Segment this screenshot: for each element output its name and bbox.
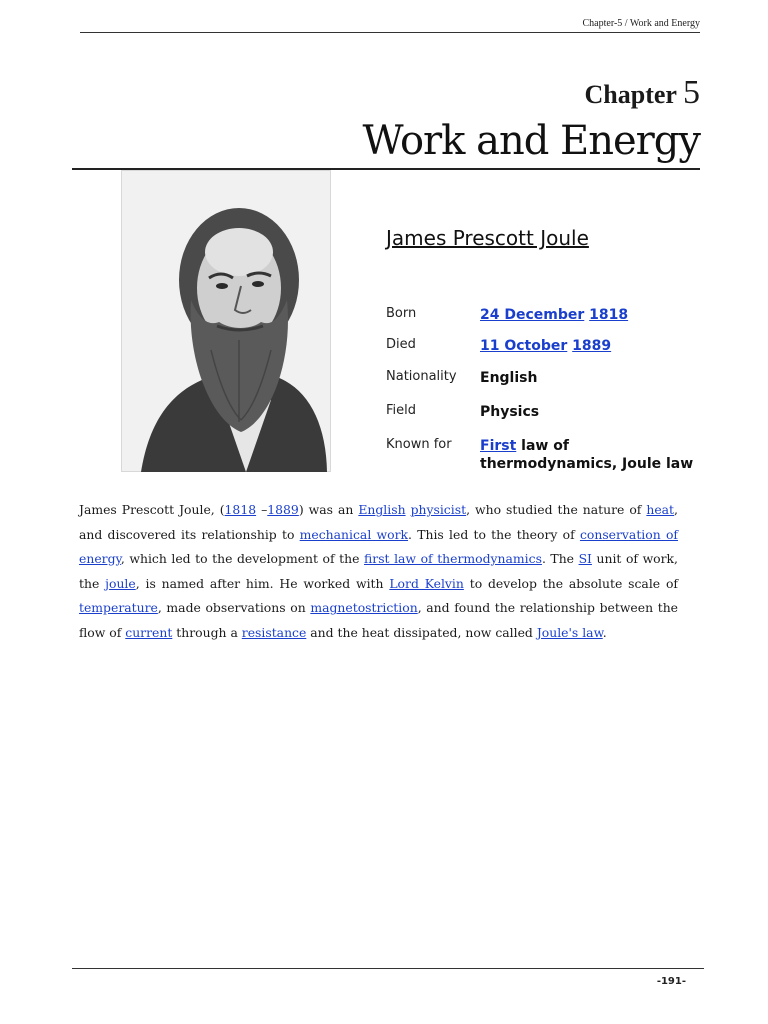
born-label: Born xyxy=(386,306,417,321)
text-segment: . This led to the theory of xyxy=(408,526,580,542)
text-segment: , made observations on xyxy=(157,600,311,616)
page-number: -191- xyxy=(656,976,686,987)
known-for-text: law of thermodynamics, Joule law xyxy=(480,438,694,472)
chapter-word: Chapter xyxy=(584,80,677,109)
text-segment: , and found the relationship between the flow of xyxy=(79,600,679,640)
field-value: Physics xyxy=(480,404,540,420)
link-joule[interactable]: joule xyxy=(105,575,136,591)
biography-paragraph xyxy=(79,498,678,646)
known-for-label: Known for xyxy=(386,437,452,452)
chapter-number: 5 xyxy=(683,74,700,111)
infobox xyxy=(386,226,706,472)
died-value xyxy=(480,337,710,355)
died-label: Died xyxy=(386,337,416,352)
link-joules-law[interactable]: Joule's law xyxy=(536,624,603,640)
link-magnetostriction[interactable]: magnetostriction xyxy=(310,600,418,616)
link-resistance[interactable]: resistance xyxy=(241,624,307,640)
text-segment: and the heat dissipated, now called xyxy=(306,624,537,640)
chapter-label xyxy=(585,74,700,112)
link-first-law-of-thermodynamics[interactable]: first law of thermodynamics xyxy=(364,551,542,567)
known-for-value xyxy=(480,437,710,473)
text-segment: , which led to the development of the xyxy=(120,551,364,567)
portrait-image xyxy=(121,170,331,472)
text-segment: unit of work, the xyxy=(79,551,678,591)
link-mechanical-work[interactable]: mechanical work xyxy=(299,526,409,542)
died-year-link[interactable]: 1889 xyxy=(572,338,612,354)
field-label: Field xyxy=(386,403,417,418)
born-year-link[interactable]: 1818 xyxy=(589,307,629,323)
text-segment: , and discovered its relationship to xyxy=(79,502,678,542)
link-temperature[interactable]: temperature xyxy=(79,600,158,616)
first-law-link[interactable]: First xyxy=(480,438,517,454)
text-segment: , who studied the nature of xyxy=(466,502,647,517)
text-segment: . The xyxy=(541,551,579,567)
text-segment: . xyxy=(602,624,607,640)
text-segment: ) was an xyxy=(298,502,359,517)
link-1818[interactable]: 1818 xyxy=(224,502,257,517)
link-current[interactable]: current xyxy=(125,624,173,640)
text-segment: – xyxy=(256,502,268,517)
link-1889[interactable]: 1889 xyxy=(267,502,299,517)
running-head: Chapter-5 / Work and Energy xyxy=(582,18,700,29)
text-segment: to develop the absolute scale of xyxy=(463,575,678,591)
link-si[interactable]: SI xyxy=(578,551,592,567)
infobox-title: James Prescott Joule xyxy=(386,226,589,250)
footer-rule xyxy=(72,968,704,969)
link-english[interactable]: English xyxy=(358,502,406,517)
text-segment: through a xyxy=(172,624,242,640)
born-value xyxy=(480,306,710,324)
nationality-label: Nationality xyxy=(386,369,457,384)
link-conservation-of-energy[interactable]: conservation of energy xyxy=(79,526,678,567)
text-segment: , is named after him. He worked with xyxy=(135,575,390,591)
link-lord-kelvin[interactable]: Lord Kelvin xyxy=(389,575,464,591)
header-rule xyxy=(80,32,700,33)
text-segment: James Prescott Joule, ( xyxy=(79,502,225,517)
nationality-value: English xyxy=(480,370,538,386)
chapter-title: Work and Energy xyxy=(362,118,700,164)
born-date-link[interactable]: 24 December xyxy=(480,307,585,323)
link-physicist[interactable]: physicist xyxy=(410,502,467,517)
died-date-link[interactable]: 11 October xyxy=(480,338,568,354)
link-heat[interactable]: heat xyxy=(646,502,675,517)
